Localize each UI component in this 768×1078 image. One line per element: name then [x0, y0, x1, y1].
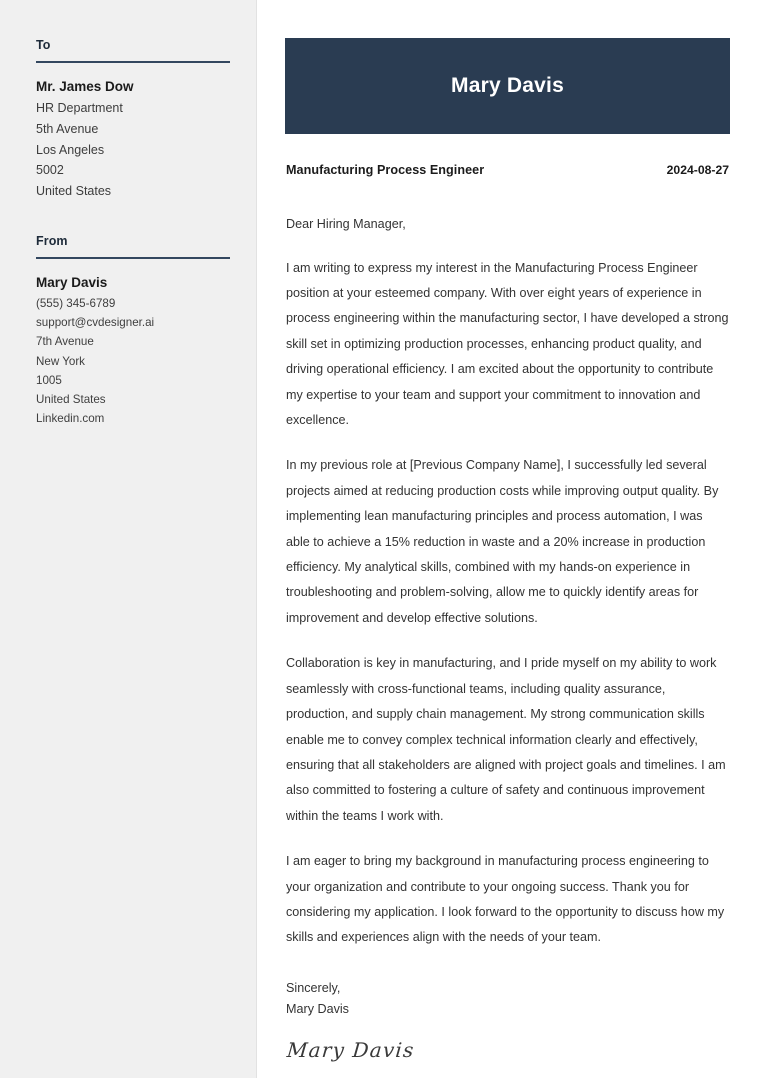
salutation: Dear Hiring Manager,: [286, 217, 406, 231]
from-section: [36, 234, 229, 428]
sender-email[interactable]: support@cvdesigner.ai: [36, 316, 155, 330]
letter-paragraph: In my previous role at [Previous Company Name], I successfully led several projects aimed at reducing production costs while improving output quality. By implementing lean manufacturing principles and process automation, I was able to achieve a 15% reduction in waste and a 20% increase in production efficiency. My analytical skills, combined with my hands-on experience in troubleshooting and problem-solving, allow me to quickly identify areas for improvement and develop effective solutions.: [286, 458, 719, 625]
to-section: [36, 38, 229, 202]
recipient-line: 5002: [36, 163, 64, 178]
name-banner: [285, 38, 730, 134]
recipient-line: United States: [36, 184, 112, 199]
sender-linkedin[interactable]: Linkedin.com: [36, 412, 105, 426]
recipient-line: 5th Avenue: [36, 121, 99, 136]
contact-sidebar: [0, 0, 257, 1078]
sender-line: United States: [36, 393, 106, 406]
recipient-name: Mr. James Dow: [36, 79, 134, 94]
recipient-line: Los Angeles: [36, 142, 105, 157]
sender-line: 7th Avenue: [36, 335, 94, 349]
signature: Mary Davis: [285, 1037, 416, 1062]
sender-line: New York: [36, 354, 85, 368]
closing-name: Mary Davis: [286, 1002, 349, 1017]
sender-phone: (555) 345-6789: [36, 296, 116, 310]
to-heading: To: [36, 38, 51, 52]
letter-paragraph: I am eager to bring my background in manufacturing process engineering to your organization and contribute to your ongoing success. Thank you for considering my application. I look forward to the opportunity to discuss how my skills and experiences align with the needs of your team.: [286, 854, 725, 945]
from-heading-rule: [36, 257, 230, 259]
job-title: Manufacturing Process Engineer: [286, 163, 485, 177]
letter-paragraph: Collaboration is key in manufacturing, and I pride myself on my ability to work seamlessly with cross-functional teams, including quality assurance, production, and supply chain management. My strong communication skills enable me to convey complex technical information clearly and effectively, ensuring that all stakeholders are aligned with project goals and timelines. I am also committed to fostering a culture of safety and continuous improvement within the teams I work with.: [286, 656, 726, 823]
to-heading-rule: [36, 61, 230, 63]
title-date-row: [285, 163, 730, 177]
recipient-line: HR Department: [36, 101, 123, 115]
sender-line: 1005: [36, 373, 62, 387]
sender-name: Mary Davis: [36, 274, 108, 290]
letter-body: [257, 0, 768, 1078]
applicant-name: Mary Davis: [451, 74, 564, 97]
from-heading: From: [36, 233, 68, 248]
closing-word: Sincerely,: [286, 980, 341, 995]
letter-date: 2024-08-27: [666, 163, 729, 177]
closing-block: [285, 978, 730, 1021]
paragraph-list: [285, 256, 730, 951]
letter-paragraph: I am writing to express my interest in the Manufacturing Process Engineer position at your esteemed company. With over eight years of experience in process engineering within the manufacturing sector, I have developed a strong skill set in optimizing production processes, enhancing product quality, and driving operational efficiency. I am excited about the opportunity to contribute my expertise to your team and support your commitment to innovation and excellence.: [286, 260, 729, 428]
sidebar-spacer: [36, 208, 229, 234]
